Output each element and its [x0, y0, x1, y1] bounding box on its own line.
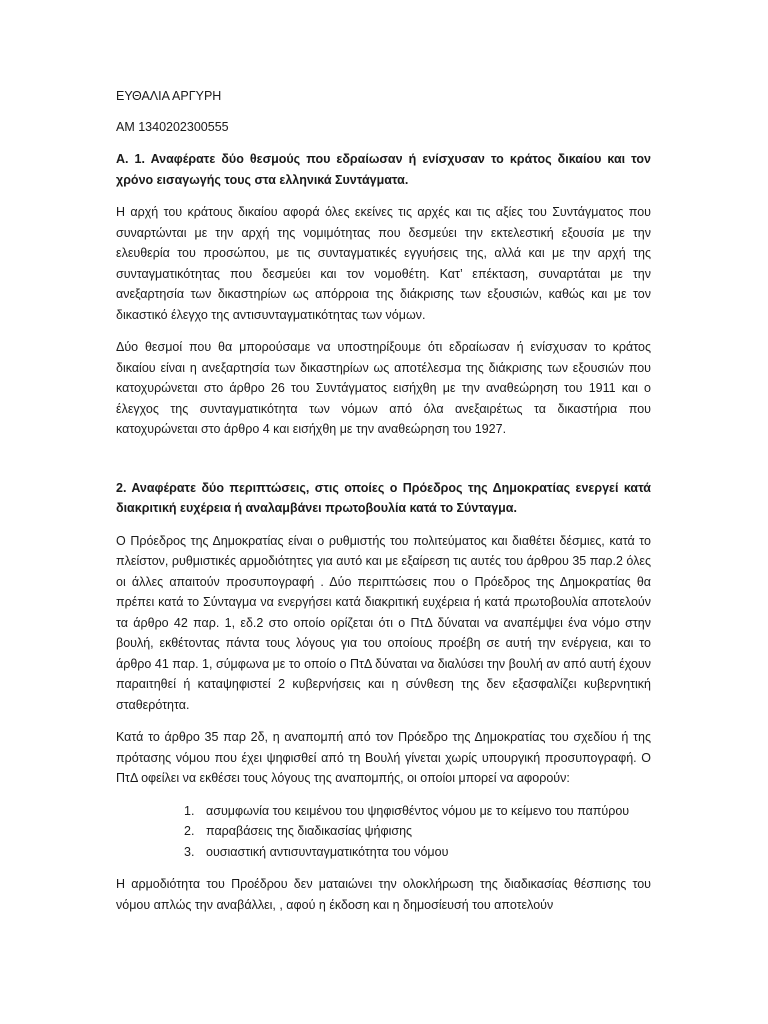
question-2: 2. Αναφέρατε δύο περιπτώσεις, στις οποίες ο Πρόεδρος της Δημοκρατίας ενεργεί κατά διακριτική ευχέρεια ή αναλαμβάνει πρωτοβουλία κατά το Σύνταγμα. [116, 480, 651, 515]
list-number: 2. [184, 824, 195, 838]
answer-2-paragraph: Ο Πρόεδρος της Δημοκρατίας είναι ο ρυθμιστής του πολιτεύματος και διαθέτει δέσμιες, κατά το πλείστον, ρυθμιστικές αρμοδιότητες για αυτό και με εξαίρεση τις αυτές του άρθρου 35 παρ.2 όλες οι άλλες απαιτούν προσυπογραφή . Δύο περιπτώσεις που ο Πρόεδρος της Δημοκρατίας θα πρέπει κατά το Σύνταγμα να ενεργήσει κατά διακριτική ευχέρεια ή κατά πρωτοβουλία αποτελούν τα άρθρο 42 παρ. 1, εδ.2 στο οποίο ορίζεται ότι ο ΠτΔ δύναται να αναπέμψει ένα νόμο στην βουλή, εκθέτοντας πάντα τους λόγους για του οποίους προέβη σε αυτή την ενέργεια, και το άρθρο 41 παρ. 1, σύμφωνα με το οποίο ο ΠτΔ δύναται να διαλύσει την βουλή αν από αυτή έχουν παραιτηθεί ή καταψηφιστεί 2 κυβερνήσεις και η σύνθεση της δεν εξασφαλίζει κυβερνητική σταθερότητα. [116, 533, 651, 712]
list-item [184, 842, 651, 863]
list-number: 3. [184, 844, 195, 859]
spacer [116, 452, 651, 478]
reasons-list [116, 801, 651, 863]
list-number: 1. [184, 803, 195, 818]
student-id: AM 1340202300555 [116, 119, 229, 134]
question-1: Α. 1. Αναφέρατε δύο θεσμούς που εδραίωσαν ή ενίσχυσαν το κράτος δικαίου και τον χρόνο εισαγωγής τους στα ελληνικά Συντάγματα. [116, 152, 651, 187]
list-item-text: ασυμφωνία του κειμένου του ψηφισθέντος νόμου με το κείμενο του παπύρου [206, 803, 630, 818]
author-name: ΕΥΘΑΛΙΑ ΑΡΓΥΡΗ [116, 89, 222, 103]
list-item-text: ουσιαστική αντισυνταγματικότητα του νόμου [206, 844, 449, 859]
answer-2-closing-paragraph: Η αρμοδιότητα του Προέδρου δεν ματαιώνει την ολοκλήρωση της διαδικασίας θέσπισης του νόμου απλώς την αναβάλλει, , αφού η έκδοση και η δημοσίευσή του αποτελούν [116, 877, 651, 912]
document-page [116, 86, 651, 927]
list-item [184, 801, 651, 822]
answer-2-paragraph: Κατά το άρθρο 35 παρ 2δ, η αναπομπή από τον Πρόεδρο της Δημοκρατίας του σχεδίου ή της πρότασης νόμου που έχει ψηφισθεί από τη Βουλή γίνεται χωρίς υπουργική προσυπογραφή. Ο ΠτΔ οφείλει να εκθέσει τους λόγους της αναπομπής, οι οποίοι μπορεί να αφορούν: [116, 730, 651, 785]
answer-1-paragraph: Η αρχή του κράτους δικαίου αφορά όλες εκείνες τις αρχές και τις αξίες του Συντάγματος που συναρτώνται με την αρχή της νομιμότητας που δεσμεύει την εκτελεστική εξουσία με την ελευθερία του προσώπου, με τις συνταγματικές εγγυήσεις της, αλλά και με την αρχή της συνταγματικότητας που δεσμεύει και τον νομοθέτη. Κατ’ επέκταση, συναρτάται με την ανεξαρτησία των δικαστηρίων ως απόρροια της διάκρισης των εξουσιών, καθώς και με τον δικαστικό έλεγχο της αντισυνταγματικότητας των νόμων. [116, 205, 651, 322]
list-item-text: παραβάσεις της διαδικασίας ψήφισης [206, 824, 413, 838]
answer-1-paragraph: Δύο θεσμοί που θα μπορούσαμε να υποστηρίξουμε ότι εδραίωσαν ή ενίσχυσαν το κράτος δικαίου είναι η ανεξαρτησία των δικαστηρίων ως αποτέλεσμα της διάκρισης των εξουσιών που κατοχυρώνεται στο άρθρο 26 του Συντάγματος εισήχθη με την αναθεώρηση του 1911 και ο έλεγχος της συνταγματικότητα των νόμων από όλα ανεξαιρέτως τα δικαστήρια που κατοχυρώνεται στο άρθρο 4 και εισήχθη με την αναθεώρηση του 1927. [116, 340, 651, 436]
list-item [184, 821, 651, 842]
